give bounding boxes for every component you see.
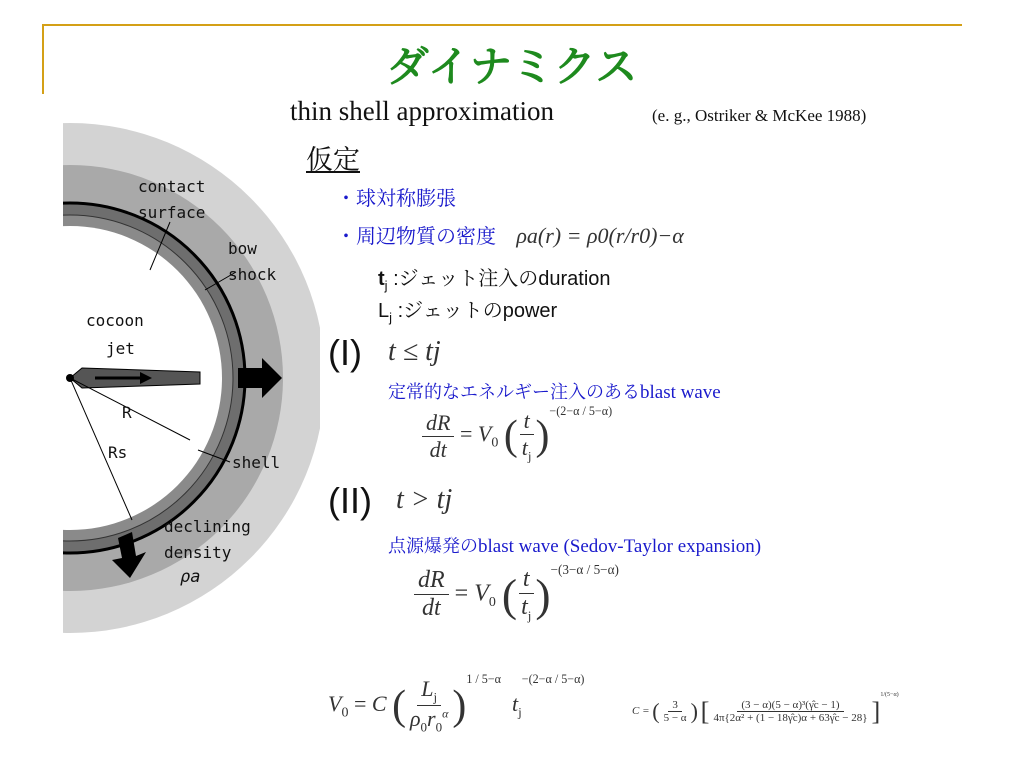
- v0-outer-exponent: 1 / 5−α: [466, 672, 502, 686]
- param-tj: [378, 262, 611, 293]
- label-cocoon: cocoon: [86, 311, 144, 330]
- label-shell: shell: [232, 453, 281, 472]
- c-prefix: C =: [632, 705, 650, 718]
- bullet-label: ・周辺物質の密度: [336, 224, 496, 248]
- jet-cocoon-diagram: [0, 0, 320, 768]
- c-bracket-den: 4π{2α² + (1 − 18γ̂c)α + 63γ̂c − 28}: [713, 712, 868, 724]
- case-2-condition: t > tj: [396, 484, 453, 515]
- param-subscript: j: [384, 278, 388, 293]
- case-2-label: (II): [328, 480, 372, 521]
- param-subscript: j: [389, 310, 393, 325]
- v0-t-exponent: −(2−α / 5−α): [521, 672, 585, 686]
- case-2-exponent: −(3−α / 5−α): [550, 562, 619, 577]
- bullet-spherical-expansion: [336, 182, 456, 211]
- case-desc-jp: 点源爆発の: [388, 536, 478, 557]
- param-description: :ジェット注入のduration: [387, 268, 611, 290]
- case-2-equation: $\frac{dR}{dt}$ = $V_0$ ( $\frac{t}{t_j}$ )$^{-(3-\alpha / 5-\alpha)}$: [414, 566, 619, 624]
- label-shock: shock: [228, 265, 277, 284]
- case-2-description: [388, 532, 761, 558]
- reference-citation: (e. g., Ostriker & McKee 1988): [652, 106, 867, 125]
- bullet-label: ・球対称膨張: [336, 186, 456, 210]
- param-symbol: L: [378, 300, 390, 322]
- label-rho-a: ρa: [180, 567, 201, 587]
- label-bow: bow: [228, 239, 257, 258]
- c-factor-num: 3: [668, 699, 682, 712]
- label-R: R: [122, 403, 132, 422]
- param-symbol: t: [378, 268, 385, 290]
- case-desc-en: blast wave: [640, 382, 721, 403]
- label-Rs: Rs: [108, 443, 128, 462]
- c-factor-den: 5 − α: [663, 712, 687, 724]
- param-lj: [378, 294, 557, 325]
- label-jet: jet: [106, 339, 135, 358]
- bullet-ambient-density: [336, 220, 684, 249]
- label-declining: declining: [164, 517, 251, 536]
- density-formula: ρa(r) = ρ0(r/r0)−α: [516, 223, 684, 248]
- case-1-label: (I): [328, 332, 362, 373]
- c-constant-equation: C = ( $\frac{3}{5 - \alpha}$ ) [ $\frac{\text{(3 − α)(5 − α)³(γ̂c − 1)}}{\text{4π\{2α² + (1 − 18γ̂c)α + 63γ̂c − 28\}}}$ ]$^{1/(5-\alpha)}$: [632, 692, 899, 726]
- case-1-exponent: −(2−α / 5−α): [549, 404, 613, 418]
- v0-equation: $V_0 = C$ ( $\frac{L_j}{\rho_0r_0^\alpha}$ )$^{1 / 5-\alpha}$ $t_j^{-(2-\alpha / 5-\alpha)}$: [328, 672, 585, 735]
- c-outer-exponent: 1/(5−α): [880, 692, 899, 698]
- slide-subtitle: thin shell approximation: [290, 96, 554, 126]
- assumption-heading: 仮定: [306, 145, 360, 176]
- slide-title: ダイナミクス: [386, 42, 638, 91]
- label-contact: contact: [138, 177, 206, 196]
- case-1-condition: t ≤ tj: [388, 336, 441, 367]
- case-1-description: [388, 378, 721, 404]
- param-description: :ジェットのpower: [392, 300, 558, 322]
- label-surface: surface: [138, 203, 206, 222]
- label-density: density: [164, 543, 232, 562]
- case-desc-en: blast wave (Sedov-Taylor expansion): [478, 536, 762, 557]
- case-desc-jp: 定常的なエネルギー注入のある: [388, 382, 640, 403]
- case-1-equation: $\frac{dR}{dt}$ = $V_0$ ( $\frac{t}{t_j}$ )$^{-(2-\alpha / 5-\alpha)}$: [422, 408, 612, 464]
- c-bracket-num: (3 − α)(5 − α)³(γ̂c − 1): [737, 699, 843, 712]
